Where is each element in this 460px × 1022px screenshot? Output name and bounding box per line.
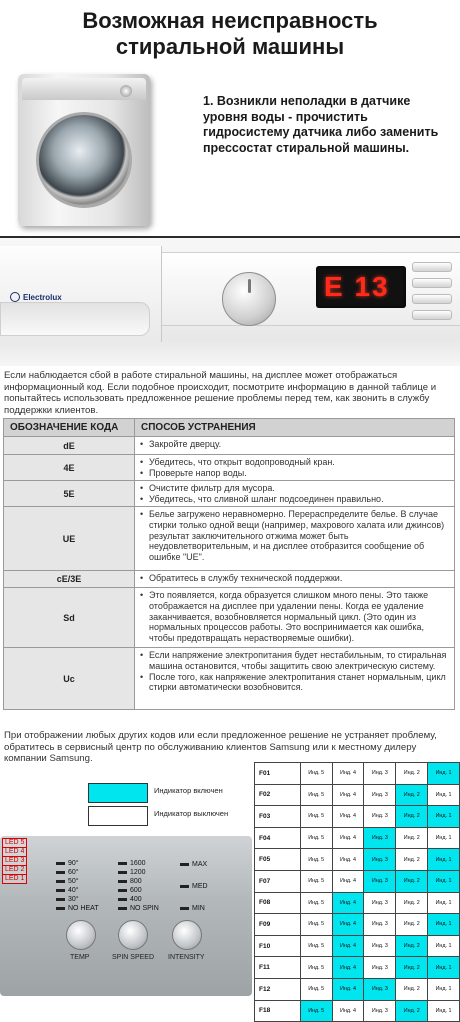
code-row bbox=[255, 827, 460, 849]
code-cell: dE bbox=[4, 437, 135, 455]
indicator-off-cell: Инд. 3 bbox=[364, 935, 396, 957]
indicator-off-cell: Инд. 1 bbox=[428, 978, 460, 1000]
temp-label: NO HEAT bbox=[68, 905, 99, 912]
fix-item: • Проверьте напор воды. bbox=[149, 468, 450, 479]
legend-off-swatch bbox=[88, 806, 148, 826]
fault-code: F01 bbox=[255, 763, 301, 785]
indicator-off-cell: Инд. 5 bbox=[300, 784, 332, 806]
fix-item: • Убедитесь, что сливной шланг подсоединен правильно. bbox=[149, 494, 450, 505]
code-cell: Sd bbox=[4, 588, 135, 648]
code-row bbox=[255, 892, 460, 914]
panel-button-icon bbox=[412, 262, 452, 272]
fix-cell bbox=[135, 588, 455, 648]
indicator-on-cell: Инд. 2 bbox=[396, 784, 428, 806]
fix-item: • Закройте дверцу. bbox=[149, 439, 450, 450]
led-label: LED 3 bbox=[2, 856, 27, 866]
samsung-panel-image bbox=[0, 836, 252, 996]
fix-item: • Белье загружено неравномерно. Перераспределите белье. В случае стирки только одной вещи (например, махрового халата или джинсов) результат заключительного отжима может быть неудовлетворительным, и на дисплее отобразится сообщение об ошибке "UE". bbox=[149, 509, 450, 562]
indicator-on-cell: Инд. 5 bbox=[300, 1000, 332, 1022]
washer-door-icon bbox=[36, 112, 132, 208]
code-cell: 5E bbox=[4, 481, 135, 507]
indicator-on-cell: Инд. 1 bbox=[428, 849, 460, 871]
washing-machine-image bbox=[18, 74, 150, 226]
spin-label: 800 bbox=[130, 878, 142, 885]
fault-code: F10 bbox=[255, 935, 301, 957]
panel-button-icon bbox=[412, 310, 452, 320]
indicator-off-cell: Инд. 2 bbox=[396, 827, 428, 849]
detergent-drawer bbox=[0, 246, 162, 342]
table-row bbox=[4, 455, 455, 481]
indicator-on-cell: Инд. 2 bbox=[396, 935, 428, 957]
intensity-button-label: INTENSITY bbox=[168, 954, 205, 961]
error-display bbox=[316, 266, 406, 308]
indicator-on-cell: Инд. 2 bbox=[396, 957, 428, 979]
indicator-off-cell: Инд. 2 bbox=[396, 892, 428, 914]
indicator-off-cell: Инд. 3 bbox=[364, 784, 396, 806]
title-line-1: Возможная неисправность bbox=[82, 8, 378, 33]
code-row bbox=[255, 957, 460, 979]
spin-label: 1200 bbox=[130, 869, 146, 876]
indicator-off-cell: Инд. 3 bbox=[364, 1000, 396, 1022]
temp-label: 50° bbox=[68, 878, 79, 885]
intro-text: Если наблюдается сбой в работе стиральной машины, на дисплее может отображаться информационный код. Если подобное происходит, посмотрите информацию в данной таблице и попытайтесь использовать предложенное решение проблемы перед тем, как звонить в службу поддержки клиентов. bbox=[4, 370, 437, 416]
fix-cell bbox=[135, 648, 455, 710]
table-row bbox=[4, 648, 455, 710]
indicator-on-cell: Инд. 1 bbox=[428, 914, 460, 936]
indicator-off-cell: Инд. 3 bbox=[364, 892, 396, 914]
outro-text: При отображении любых других кодов или если предложенное решение не устраняет проблему, обратитесь в сервисный центр по обслуживанию клиентов Samsung или к местному дилеру компании Samsung. bbox=[4, 730, 437, 765]
led-label: LED 4 bbox=[2, 847, 27, 857]
panel-lower-edge bbox=[0, 342, 460, 366]
code-cell: UE bbox=[4, 507, 135, 571]
indicator-on-cell: Инд. 1 bbox=[428, 957, 460, 979]
temp-label: 90° bbox=[68, 860, 79, 867]
code-row bbox=[255, 978, 460, 1000]
spin-button-icon bbox=[118, 920, 148, 950]
intensity-button-icon bbox=[172, 920, 202, 950]
indicator-off-cell: Инд. 1 bbox=[428, 935, 460, 957]
fix-cell bbox=[135, 455, 455, 481]
code-row bbox=[255, 806, 460, 828]
indicator-off-cell: Инд. 4 bbox=[332, 806, 364, 828]
spin-label: 600 bbox=[130, 887, 142, 894]
temp-option bbox=[56, 869, 79, 876]
fix-item: • Убедитесь, что открыт водопроводный кран. bbox=[149, 457, 450, 468]
spin-label: NO SPIN bbox=[130, 905, 159, 912]
fault-code: F18 bbox=[255, 1000, 301, 1022]
indicator-on-cell: Инд. 4 bbox=[332, 914, 364, 936]
indicator-on-cell: Инд. 1 bbox=[428, 763, 460, 785]
electrolux-control-panel-image bbox=[0, 238, 460, 366]
fault-code: F08 bbox=[255, 892, 301, 914]
indicator-off-cell: Инд. 2 bbox=[396, 978, 428, 1000]
code-row bbox=[255, 935, 460, 957]
indicator-off-cell: Инд. 4 bbox=[332, 763, 364, 785]
temp-option bbox=[56, 878, 79, 885]
indicator-off-cell: Инд. 5 bbox=[300, 763, 332, 785]
code-row bbox=[255, 763, 460, 785]
temp-label: 40° bbox=[68, 887, 79, 894]
intensity-option bbox=[180, 861, 207, 868]
temp-option bbox=[56, 887, 79, 894]
indicator-on-cell: Инд. 3 bbox=[364, 870, 396, 892]
brand-logo bbox=[10, 292, 62, 302]
spin-label: 400 bbox=[130, 896, 142, 903]
washer-knob-icon bbox=[120, 85, 132, 97]
intensity-label: MAX bbox=[192, 861, 208, 868]
fault-code: F03 bbox=[255, 806, 301, 828]
indicator-off-cell: Инд. 4 bbox=[332, 1000, 364, 1022]
indicator-on-cell: Инд. 3 bbox=[364, 827, 396, 849]
indicator-off-cell: Инд. 3 bbox=[364, 914, 396, 936]
indicator-on-cell: Инд. 1 bbox=[428, 870, 460, 892]
error-code: E 13 bbox=[324, 271, 390, 302]
indicator-off-cell: Инд. 2 bbox=[396, 763, 428, 785]
indicator-on-cell: Инд. 1 bbox=[428, 806, 460, 828]
panel-button-icon bbox=[412, 294, 452, 304]
fix-cell bbox=[135, 507, 455, 571]
drawer-handle bbox=[0, 302, 150, 336]
led-label: LED 2 bbox=[2, 865, 27, 875]
fault-code: F05 bbox=[255, 849, 301, 871]
table-header-row bbox=[4, 419, 455, 437]
code-cell: cE/3E bbox=[4, 571, 135, 588]
title-line-2: стиральной машины bbox=[115, 34, 345, 59]
indicator-off-cell: Инд. 5 bbox=[300, 957, 332, 979]
spin-label: 1600 bbox=[130, 860, 146, 867]
temp-option bbox=[56, 860, 79, 867]
indicator-off-cell: Инд. 1 bbox=[428, 784, 460, 806]
spin-option bbox=[118, 905, 159, 912]
spin-option bbox=[118, 878, 142, 885]
fault-code: F09 bbox=[255, 914, 301, 936]
header-section bbox=[0, 0, 460, 236]
indicator-off-cell: Инд. 3 bbox=[364, 806, 396, 828]
spin-option bbox=[118, 887, 142, 894]
panel-button-icon bbox=[412, 278, 452, 288]
indicator-off-cell: Инд. 4 bbox=[332, 849, 364, 871]
code-cell: Uc bbox=[4, 648, 135, 710]
indicator-off-cell: Инд. 5 bbox=[300, 935, 332, 957]
washer-panel bbox=[22, 78, 146, 100]
code-row bbox=[255, 849, 460, 871]
program-dial-icon bbox=[222, 272, 276, 326]
fix-cell bbox=[135, 571, 455, 588]
indicator-off-cell: Инд. 1 bbox=[428, 827, 460, 849]
indicator-off-cell: Инд. 5 bbox=[300, 914, 332, 936]
fix-item: • Очистите фильтр для мусора. bbox=[149, 483, 450, 494]
indicator-off-cell: Инд. 5 bbox=[300, 806, 332, 828]
fault-code: F07 bbox=[255, 870, 301, 892]
intensity-option bbox=[180, 905, 205, 912]
fix-item: • После того, как напряжение электропитания станет нормальным, цикл стирки автоматически возобновится. bbox=[149, 672, 450, 693]
table-row bbox=[4, 588, 455, 648]
indicator-codes-table bbox=[254, 762, 460, 1022]
spin-option bbox=[118, 869, 146, 876]
indicator-off-cell: Инд. 4 bbox=[332, 784, 364, 806]
indicator-off-cell: Инд. 5 bbox=[300, 870, 332, 892]
intensity-label: MED bbox=[192, 883, 208, 890]
column-header-fix: СПОСОБ УСТРАНЕНИЯ bbox=[135, 419, 455, 437]
spin-option bbox=[118, 860, 146, 867]
fix-cell bbox=[135, 437, 455, 455]
indicator-on-cell: Инд. 2 bbox=[396, 806, 428, 828]
table-row bbox=[4, 507, 455, 571]
indicator-off-cell: Инд. 5 bbox=[300, 827, 332, 849]
indicator-off-cell: Инд. 3 bbox=[364, 763, 396, 785]
indicator-on-cell: Инд. 2 bbox=[396, 1000, 428, 1022]
indicator-on-cell: Инд. 4 bbox=[332, 935, 364, 957]
legend-off-label: Индикатор выключен bbox=[154, 809, 229, 818]
indicator-off-cell: Инд. 5 bbox=[300, 849, 332, 871]
page-title bbox=[0, 8, 460, 60]
indicator-off-cell: Инд. 1 bbox=[428, 892, 460, 914]
fix-item: • Обратитесь в службу технической поддержки. bbox=[149, 573, 450, 584]
indicator-on-cell: Инд. 3 bbox=[364, 978, 396, 1000]
led-label: LED 1 bbox=[2, 874, 27, 884]
indicator-off-cell: Инд. 1 bbox=[428, 1000, 460, 1022]
column-header-code: ОБОЗНАЧЕНИЕ КОДА bbox=[4, 419, 135, 437]
fault-code: F04 bbox=[255, 827, 301, 849]
temp-button-icon bbox=[66, 920, 96, 950]
code-row bbox=[255, 784, 460, 806]
fault-code: F02 bbox=[255, 784, 301, 806]
indicator-on-cell: Инд. 2 bbox=[396, 870, 428, 892]
table-row bbox=[4, 571, 455, 588]
intensity-option bbox=[180, 883, 208, 890]
panel-buttons bbox=[412, 262, 452, 326]
legend-on-swatch bbox=[88, 783, 148, 803]
temp-label: 60° bbox=[68, 869, 79, 876]
spin-button-label: SPIN SPEED bbox=[112, 954, 155, 961]
error-codes-table bbox=[3, 418, 455, 710]
indicator-on-cell: Инд. 4 bbox=[332, 957, 364, 979]
indicator-off-cell: Инд. 3 bbox=[364, 957, 396, 979]
temp-option bbox=[56, 905, 99, 912]
fault-code: F12 bbox=[255, 978, 301, 1000]
indicator-on-cell: Инд. 4 bbox=[332, 892, 364, 914]
indicator-on-cell: Инд. 3 bbox=[364, 849, 396, 871]
indicator-off-cell: Инд. 2 bbox=[396, 914, 428, 936]
indicator-off-cell: Инд. 5 bbox=[300, 892, 332, 914]
code-cell: 4E bbox=[4, 455, 135, 481]
electrolux-logo-icon bbox=[10, 292, 20, 302]
indicator-on-cell: Инд. 4 bbox=[332, 978, 364, 1000]
led-label: LED 5 bbox=[2, 838, 27, 848]
fault-note: 1. Возникли неполадки в датчике уровня воды - прочистить гидросистему датчика либо заменить прессостат стиральной машины. bbox=[203, 94, 439, 155]
legend-on-label: Индикатор включен bbox=[154, 786, 223, 795]
code-row bbox=[255, 914, 460, 936]
code-row bbox=[255, 870, 460, 892]
indicator-off-cell: Инд. 2 bbox=[396, 849, 428, 871]
temp-label: 30° bbox=[68, 896, 79, 903]
temp-option bbox=[56, 896, 79, 903]
indicator-off-cell: Инд. 4 bbox=[332, 870, 364, 892]
fault-code: F11 bbox=[255, 957, 301, 979]
brand-name: Electrolux bbox=[23, 293, 62, 302]
indicator-off-cell: Инд. 5 bbox=[300, 978, 332, 1000]
code-row bbox=[255, 1000, 460, 1022]
intensity-label: MIN bbox=[192, 905, 205, 912]
table-row bbox=[4, 481, 455, 507]
temp-button-label: TEMP bbox=[70, 954, 90, 961]
table-row bbox=[4, 437, 455, 455]
indicator-off-cell: Инд. 4 bbox=[332, 827, 364, 849]
fix-item: • Это появляется, когда образуется слишком много пены. Это также отображается на дисплее при удалении пены. Когда ее удаление заканчивается, возобновляется нормальный цикл. (Это один из нормальных процессов работы. Это воспринимается как ошибка, чтобы предотвращать нерастворяемые ошибки). bbox=[149, 590, 450, 643]
fix-cell bbox=[135, 481, 455, 507]
spin-option bbox=[118, 896, 142, 903]
fix-item: • Если напряжение электропитания будет нестабильным, то стиральная машина остановится, чтобы защитить свою электрическую систему. bbox=[149, 650, 450, 671]
